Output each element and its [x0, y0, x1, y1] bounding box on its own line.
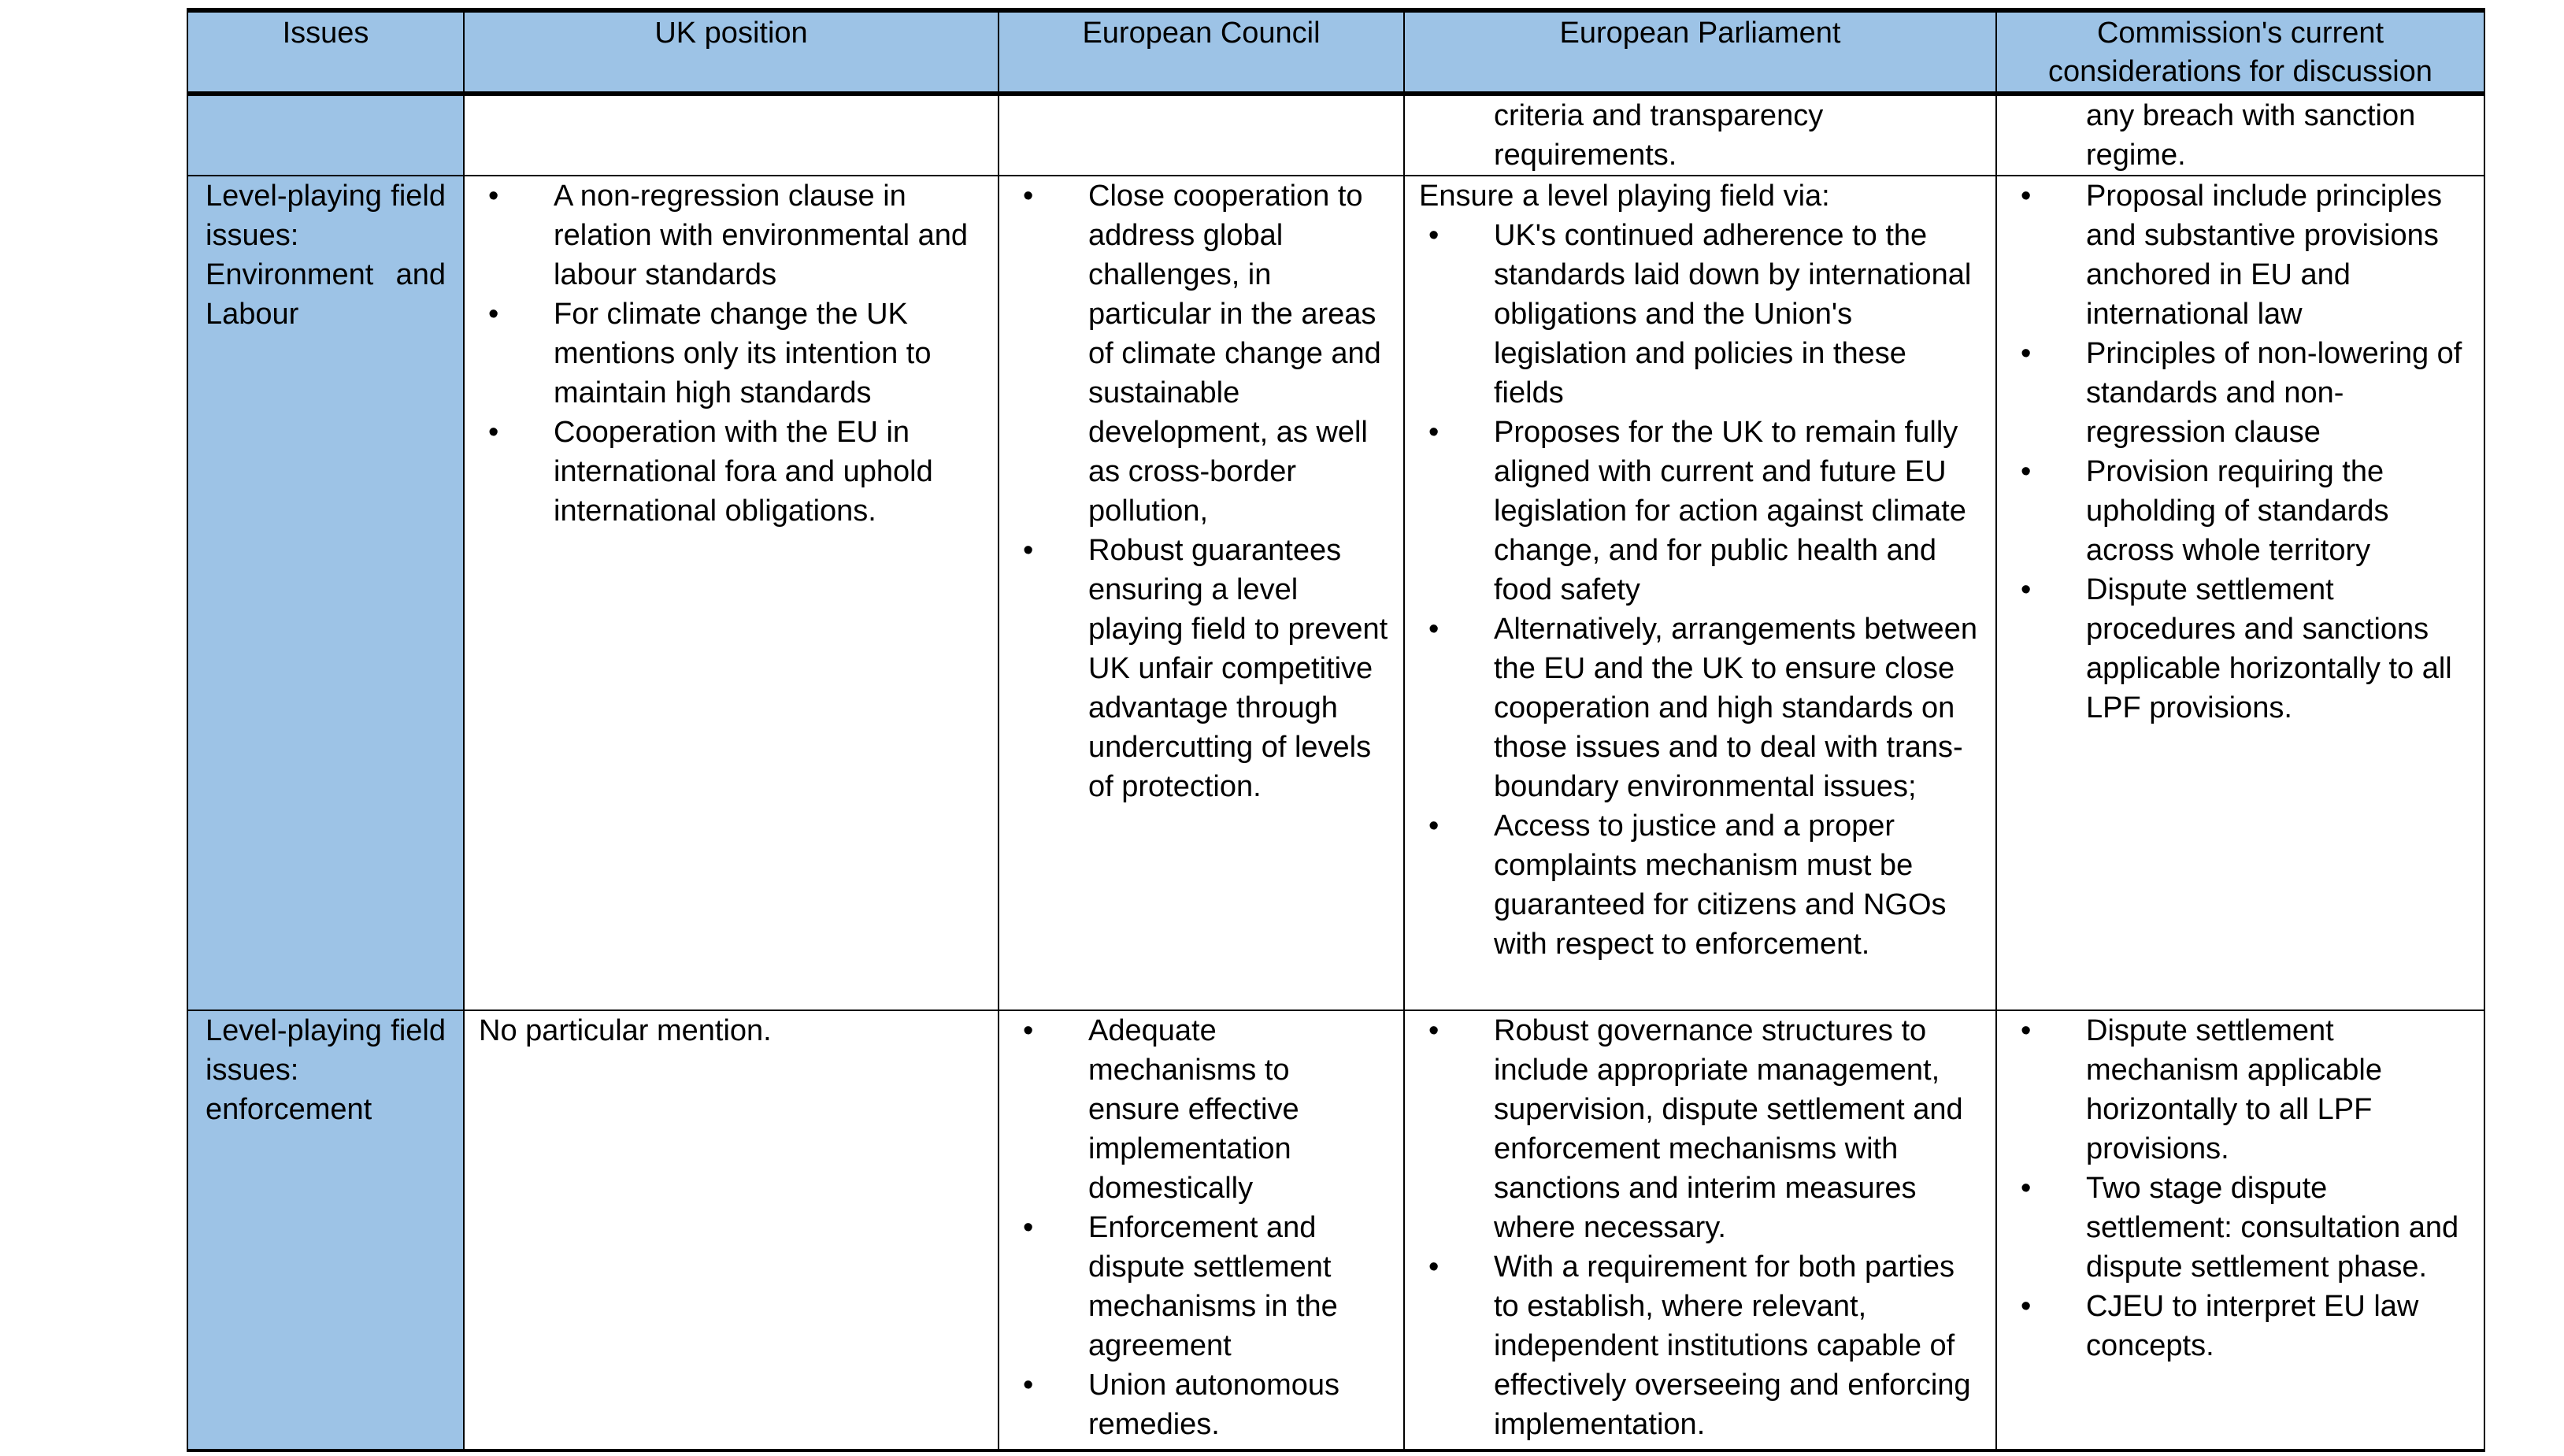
uk-cell [464, 94, 999, 176]
list-item-text: Robust guarantees ensuring a level playing field to prevent UK unfair competitive advantage through undercutting of levels of protection. [1088, 534, 1388, 803]
header-commission: Commission's current considerations for discussion [1996, 10, 2484, 94]
bullet-icon: • [1428, 1014, 1439, 1047]
bullet-icon: • [1428, 810, 1439, 843]
commission-bullet-list [2011, 1011, 2470, 1365]
list-item [2011, 334, 2470, 452]
bullet-icon: • [1023, 180, 1034, 213]
bullet-icon: • [1023, 1211, 1034, 1244]
bullet-icon: • [2021, 573, 2032, 606]
list-item-text: Adequate mechanisms to ensure effective implementation domestically [1088, 1014, 1299, 1205]
table-row [187, 1010, 2484, 1450]
table-row [187, 176, 2484, 1010]
bullet-icon: • [2021, 1290, 2032, 1323]
commission-cell [1996, 176, 2484, 1010]
list-item [1013, 1208, 1389, 1365]
commission-continuation-text: any breach with sanction regime. [2086, 99, 2416, 172]
bullet-icon: • [1023, 534, 1034, 567]
header-european-parliament: European Parliament [1404, 10, 1996, 94]
list-item-text: Proposes for the UK to remain fully aligned with current and future EU legislation for action against climate change, and for public health and food safety [1494, 416, 1966, 606]
list-item-text: CJEU to interpret EU law concepts. [2086, 1290, 2419, 1362]
uk-cell: No particular mention. [464, 1010, 999, 1450]
list-item-text: With a requirement for both parties to establish, where relevant, independent institutions capable of effectively overseeing and enforcing implementation. [1494, 1250, 1971, 1441]
council-cell [999, 1010, 1404, 1450]
list-item-text: Principles of non-lowering of standards and non-regression clause [2086, 337, 2462, 449]
issue-cell: Level-playing field issues: Environment and Labour [187, 176, 464, 1010]
council-cell [999, 94, 1404, 176]
parliament-continuation-text: criteria and transparency requirements. [1494, 99, 1824, 172]
bullet-icon: • [2021, 337, 2032, 370]
list-item-text: For climate change the UK mentions only its intention to maintain high standards [554, 298, 932, 409]
uk-cell [464, 176, 999, 1010]
bullet-icon: • [1428, 613, 1439, 646]
header-row [187, 10, 2484, 94]
list-item-text: Alternatively, arrangements between the EU and the UK to ensure close cooperation and high standards on those issues and to deal with trans-boundary environmental issues; [1494, 613, 1977, 803]
list-item [1013, 1011, 1389, 1208]
list-item [479, 176, 984, 295]
list-item [2011, 176, 2470, 334]
issue-cell [187, 94, 464, 176]
bullet-icon: • [2021, 1014, 2032, 1047]
list-item [1013, 1365, 1389, 1444]
list-item [1419, 806, 1981, 964]
comparison-table [187, 8, 2485, 1452]
list-item [2011, 1287, 2470, 1365]
bullet-icon: • [1428, 1250, 1439, 1284]
parliament-cell [1404, 1010, 1996, 1450]
bullet-icon: • [488, 298, 499, 331]
list-item [1419, 609, 1981, 806]
commission-cell [1996, 1010, 2484, 1450]
list-item-text: Enforcement and dispute settlement mechanisms in the agreement [1088, 1211, 1338, 1362]
council-cell [999, 176, 1404, 1010]
list-item-text: Close cooperation to address global challenges, in particular in the areas of climate change and sustainable development, as well as cross-border pollution, [1088, 180, 1381, 528]
bullet-icon: • [488, 180, 499, 213]
list-item-text: Cooperation with the EU in international fora and uphold international obligations. [554, 416, 933, 528]
list-item [479, 295, 984, 413]
list-item [2011, 1011, 2470, 1169]
list-item [2011, 570, 2470, 728]
list-item [1013, 176, 1389, 531]
list-item-text: Proposal include principles and substantive provisions anchored in EU and international law [2086, 180, 2443, 331]
list-item [1419, 216, 1981, 413]
parliament-bullet-list [1419, 216, 1981, 964]
bullet-icon: • [2021, 1172, 2032, 1205]
uk-bullet-list [479, 176, 984, 531]
commission-bullet-list [2011, 176, 2470, 728]
list-item-text: Two stage dispute settlement: consultation and dispute settlement phase. [2086, 1172, 2459, 1284]
list-item-text: UK's continued adherence to the standards laid down by international obligations and the Union's legislation and policies in these fields [1494, 219, 1972, 409]
list-item-text: Dispute settlement procedures and sanctions applicable horizontally to all LPF provisions. [2086, 573, 2452, 724]
list-item-text: Robust governance structures to include appropriate management, supervision, dispute settlement and enforcement mechanisms with sanctions and interim measures where necessary. [1494, 1014, 1963, 1244]
bullet-icon: • [2021, 455, 2032, 488]
bullet-icon: • [1023, 1014, 1034, 1047]
header-uk-position: UK position [464, 10, 999, 94]
bullet-icon: • [488, 416, 499, 449]
list-item [2011, 452, 2470, 570]
bullet-icon: • [1428, 219, 1439, 252]
bullet-icon: • [1023, 1369, 1034, 1402]
list-item-text: Union autonomous remedies. [1088, 1369, 1339, 1441]
list-item-text: Access to justice and a proper complaints mechanism must be guaranteed for citizens and NGOs with respect to enforcement. [1494, 810, 1947, 961]
list-item [1419, 1011, 1981, 1247]
list-item-text: Dispute settlement mechanism applicable horizontally to all LPF provisions. [2086, 1014, 2382, 1165]
list-item [1419, 413, 1981, 609]
bullet-icon: • [1428, 416, 1439, 449]
header-european-council: European Council [999, 10, 1404, 94]
parliament-cell [1404, 94, 1996, 176]
list-item [1013, 531, 1389, 806]
council-bullet-list [1013, 1011, 1389, 1444]
parliament-lead-text: Ensure a level playing field via: [1419, 180, 1830, 213]
table-row [187, 94, 2484, 176]
header-issues: Issues [187, 10, 464, 94]
commission-cell [1996, 94, 2484, 176]
list-item [2011, 1169, 2470, 1287]
issue-cell: Level-playing field issues: enforcement [187, 1010, 464, 1450]
bullet-icon: • [2021, 180, 2032, 213]
list-item [479, 413, 984, 531]
council-bullet-list [1013, 176, 1389, 806]
parliament-cell [1404, 176, 1996, 1010]
list-item-text: Provision requiring the upholding of standards across whole territory [2086, 455, 2389, 567]
parliament-bullet-list [1419, 1011, 1981, 1444]
list-item-text: A non-regression clause in relation with environmental and labour standards [554, 180, 968, 291]
list-item [1419, 1247, 1981, 1444]
